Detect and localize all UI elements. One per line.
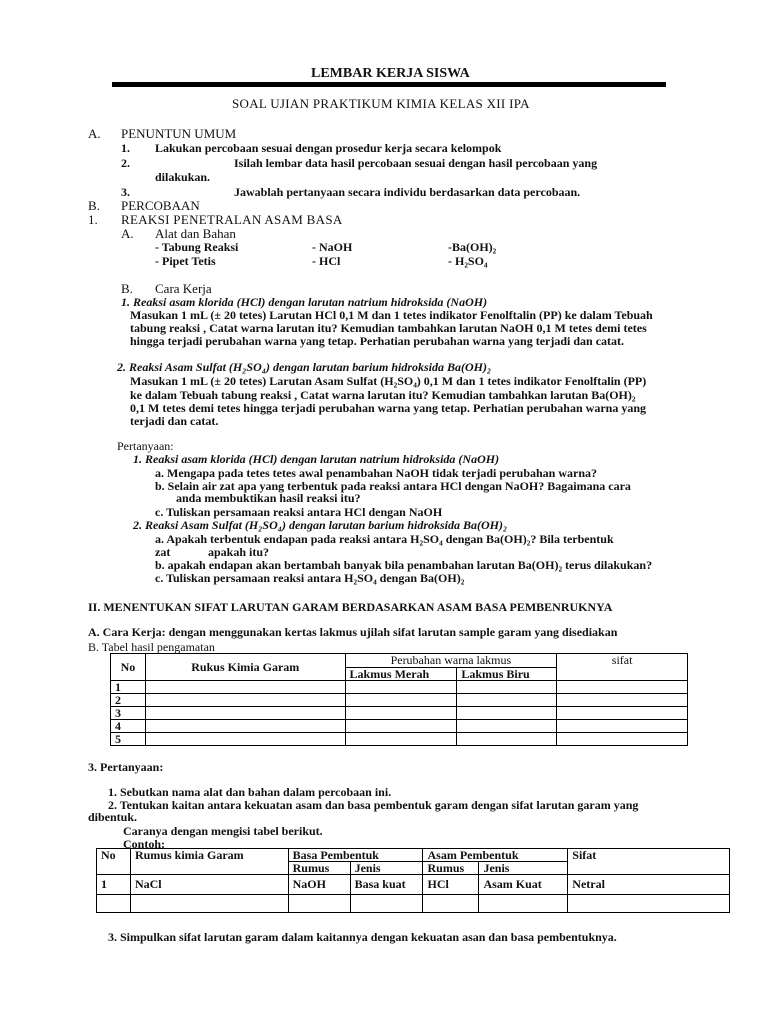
cara-label: B. [121,281,133,296]
row-number: 5 [111,733,146,746]
question-2b: b. apakah endapan akan bertambah banyak bila penambahan larutan Ba(OH)₂ terus dilakukan? [155,558,653,572]
page-subtitle: SOAL UJIAN PRAKTIKUM KIMIA KELAS XII IPA [232,96,530,111]
cara-heading: Cara Kerja [155,281,212,296]
pertanyaan-3-heading: 3. Pertanyaan: [88,760,164,774]
table-header-merah: Lakmus Merah [345,668,457,681]
pertanyaan-heading: Pertanyaan: [117,439,174,453]
section-b-label: B. [88,198,100,213]
cell-basa-rumus: NaOH [288,875,350,895]
alat-heading: Alat dan Bahan [155,226,236,241]
alat-item: - HCl [312,254,341,268]
cell-asam-rumus: HCl [423,875,479,895]
question-3-2-instruction: Caranya dengan mengisi tabel berikut. [123,824,323,838]
alat-item: - Tabung Reaksi [155,240,239,254]
alat-label: A. [121,226,134,241]
table-row [111,733,688,746]
question-3-2: 2. Tentukan kaitan antara kekuatan asam dan basa pembentuk garam dengan sifat larutan garam yang [108,798,639,812]
question-3-1: 1. Sebutkan nama alat dan bahan dalam percobaan ini. [108,785,392,799]
table-row [111,720,688,733]
table-header-basa: Basa Pembentuk [288,849,423,862]
question-1c: c. Tuliskan persamaan reaksi antara HCl dengan NaOH [155,505,443,519]
reaksi-1-line: tabung reaksi , Catat warna larutan itu? Kemudian tambahkan larutan NaOH 0,1 M tetes demi tetes [130,321,647,335]
reaksi-2-title: 2. Reaksi Asam Sulfat (H₂SO₄) dengan larutan barium hidroksida Ba(OH)₂ [117,360,492,374]
alat-item: - Pipet Tetis [155,254,216,268]
list-item: Jawablah pertanyaan secara individu berdasarkan data percobaan. [234,185,581,199]
table-header-basa-jenis: Jenis [350,862,423,875]
title-divider [112,82,666,87]
reaksi-1-line: hingga terjadi perubahan warna yang tetap. Perhatian perubahan warna yang terjadi dan catat. [130,334,625,348]
table-header-sifat: Sifat [568,849,730,875]
subsection-heading: REAKSI PENETRALAN ASAM BASA [121,212,343,227]
table-header-biru: Lakmus Biru [457,668,557,681]
list-item: Lakukan percobaan sesuai dengan prosedur kerja secara kelompok [155,141,502,155]
table-header-sifat: sifat [557,654,688,681]
question-2-title: 2. Reaksi Asam Sulfat (H₂SO₄) dengan larutan barium hidroksida Ba(OH)₂ [133,518,508,532]
list-item-continued: dilakukan. [155,170,211,184]
list-item-number: 1. [121,141,130,155]
question-1a: a. Mengapa pada tetes tetes awal penambahan NaOH tidak terjadi perubahan warna? [155,466,598,480]
page-title: LEMBAR KERJA SISWA [311,66,470,81]
row-number: 3 [111,707,146,720]
observation-table [110,653,688,746]
cell-no: 1 [97,875,131,895]
cell-garam: NaCl [130,875,288,895]
question-3-2-continued: dibentuk. [88,810,138,824]
section-b-heading: PERCOBAAN [121,198,200,213]
contoh-label: Contoh: [123,837,166,851]
salt-properties-table [96,848,730,913]
section-a-heading: PENUNTUN UMUM [121,126,237,141]
section-ii-heading: II. MENENTUKAN SIFAT LARUTAN GARAM BERDASARKAN ASAM BASA PEMBENRUKNYA [88,600,613,614]
question-1b-continued: anda membuktikan hasil reaksi itu? [176,491,361,505]
list-item-number: 3. [121,185,130,199]
reaksi-2-line: Masukan 1 mL (± 20 tetes) Larutan Asam Sulfat (H₂SO₄) 0,1 M dan 1 tetes indikator Fenolftalin (PP) [130,374,647,388]
alat-item: - NaOH [312,240,353,254]
table-header-rumus: Rukus Kimia Garam [145,654,345,681]
table-header-asam-rumus: Rumus [423,862,479,875]
row-number: 2 [111,694,146,707]
reaksi-2-line: terjadi dan catat. [130,414,219,428]
section-a-label: A. [88,126,101,141]
table-header-no: No [111,654,146,681]
alat-item: -Ba(OH)₂ [448,240,497,254]
question-1-title: 1. Reaksi asam klorida (HCl) dengan larutan natrium hidroksida (NaOH) [133,452,500,466]
table-header-perubahan: Perubahan warna lakmus [345,654,557,668]
table-row [97,895,730,913]
row-number: 4 [111,720,146,733]
reaksi-2-line: 0,1 M tetes demi tetes hingga terjadi perubahan warna yang tetap. Perhatian perubahan warna yang [130,401,646,415]
table-header-basa-rumus: Rumus [288,862,350,875]
table-row [97,875,730,895]
table-row [111,707,688,720]
question-2a: a. Apakah terbentuk endapan pada reaksi antara H₂SO₄ dengan Ba(OH)₂? Bila terbentuk [155,532,614,546]
list-item: Isilah lembar data hasil percobaan sesuai dengan hasil percobaan yang [234,156,598,170]
question-1b: b. Selain air zat apa yang terbentuk pada reaksi antara HCl dengan NaOH? Bagaimana cara [155,479,631,493]
reaksi-1-line: Masukan 1 mL (± 20 tetes) Larutan HCl 0,1 M dan 1 tetes indikator Fenolftalin (PP) ke dalam Tebuah [130,308,653,322]
cell-sifat: Netral [568,875,730,895]
list-item-number: 2. [121,156,130,170]
reaksi-2-line: ke dalam Tebuah tabung reaksi , Catat warna larutan itu? Kemudian tambahkan larutan Ba(OH)₂ [130,388,636,402]
reaksi-1-title: 1. Reaksi asam klorida (HCl) dengan larutan natrium hidroksida (NaOH) [121,295,488,309]
cell-basa-jenis: Basa kuat [350,875,423,895]
table-caption: B. Tabel hasil pengamatan [88,640,215,654]
question-3-3: 3. Simpulkan sifat larutan garam dalam kaitannya dengan kekuatan asan dan basa pembentuknya. [108,930,617,944]
row-number: 1 [111,681,146,694]
question-2c: c. Tuliskan persamaan reaksi antara H₂SO₄ dengan Ba(OH)₂ [155,571,465,585]
question-2a-continued: zat [155,545,171,559]
table-row [111,694,688,707]
table-header-asam: Asam Pembentuk [423,849,568,862]
cell-asam-jenis: Asam Kuat [479,875,568,895]
table-header-no: No [97,849,131,875]
subsection-number: 1. [88,212,98,227]
table-header-asam-jenis: Jenis [479,862,568,875]
cara-kerja-instruction: A. Cara Kerja: dengan menggunakan kertas lakmus ujilah sifat larutan sample garam yang disediakan [88,625,618,639]
alat-item: - H₂SO₄ [448,254,488,268]
table-row [111,681,688,694]
question-2a-continued: apakah itu? [208,545,270,559]
table-header-rumus: Rumus kimia Garam [130,849,288,875]
